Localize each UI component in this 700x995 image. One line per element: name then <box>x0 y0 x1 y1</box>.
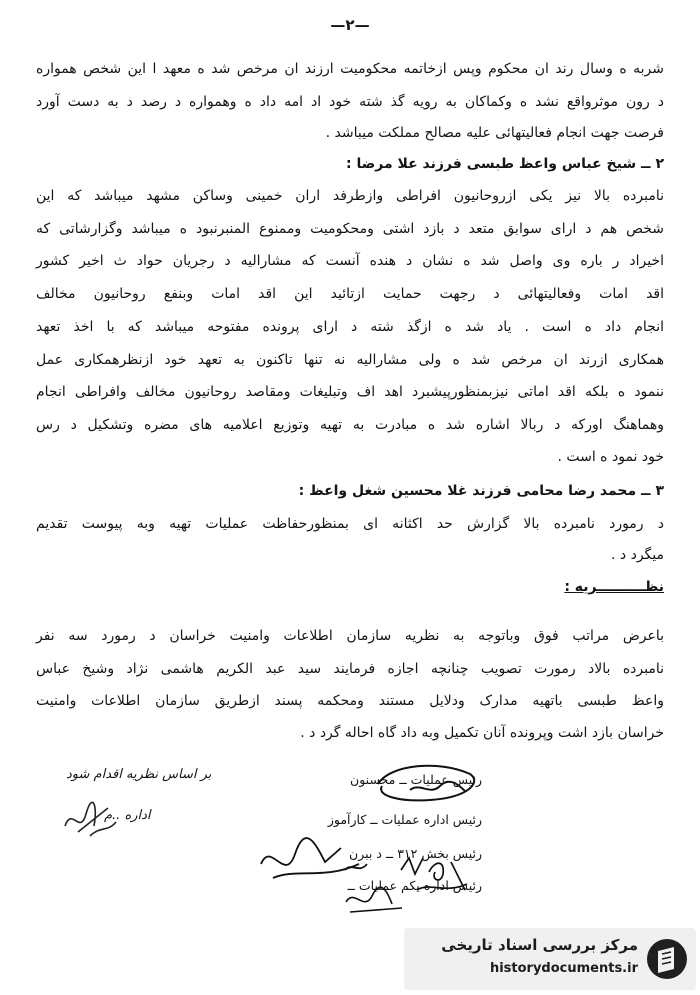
handwritten-note: بر اساس نظریه اقدام شود <box>66 767 212 782</box>
section2-line-7: ننمود ه بلکه اقد اماتی نیزبمنظورپیشبرد اهد اف وتبلیغات ومقاصد روحانیون مخالف وافراطی انجام <box>36 384 664 400</box>
section2-line-5: انجام داد ه است . یاد شد ه ازگذ شته د ارای پرونده مفتوحه میباشد که با اخذ تعهد <box>36 319 664 335</box>
signature-line-1: رئیس عملیات ــ محسنون <box>350 772 482 787</box>
opinion-line-3: واعظ طبسی باتهیه مدارک ودلایل مستند ومحکمه پسند ازطریق سازمان اطلاعات وامنیت <box>36 693 664 709</box>
opinion-heading: نظــــــــــریه : <box>564 579 664 595</box>
section3-heading: ۳ ــ محمد رضا محامی فرزند غلا محسین شغل واعظ : <box>298 483 664 499</box>
watermark-logo-icon <box>644 935 690 983</box>
opinion-line-1: باعرض مراتب فوق وباتوجه به نظریه سازمان اطلاعات وامنیت خراسان د رمورد سه نفر <box>36 628 664 644</box>
opinion-line-4: خراسان بازد اشت وپرونده آنان تکمیل وبه داد گاه احاله گرد د . <box>300 725 664 741</box>
signature-line-3: رئیس بخش ۳۱۲ ــ د ببرن <box>349 846 482 861</box>
watermark-title: مرکز بررسی اسناد تاریخی <box>441 936 638 954</box>
section2-line-4: اقد امات وفعالیتهائی د رجهت حمایت ازتائید این اقد امات وبنفع روحانیون مخالف <box>36 286 664 302</box>
section2-line-9: خود نمود ه است . <box>557 449 664 465</box>
section3-line-2: میگرد د . <box>611 547 664 563</box>
signature-line-4: رئیس اداره یکم عملیات ــ <box>347 878 482 893</box>
watermark-banner <box>404 928 696 990</box>
signature-line-2: رئیس اداره عملیات ــ کارآموز <box>327 812 482 827</box>
watermark-url: historydocuments.ir <box>489 961 638 976</box>
section2-line-8: وهماهنگ اورکه د ربالا اشاره شد ه مبادرت به تهیه وتوزیع اعلامیه های مضره وتشکیل د رس <box>36 417 664 433</box>
handwritten-note-2: اداره ..م <box>104 808 151 823</box>
section2-heading: ۲ ــ شیخ عباس واعظ طبسی فرزند علا مرضا : <box>345 156 664 172</box>
section1-line-1: شربه ه وسال رند ان محکوم وپس ازخاتمه محکومیت ارزند ان مرخص شد ه معهد ا این شخص همواره <box>36 61 664 77</box>
section2-line-1: نامبرده بالا نیز یکی ازروحانیون افراطی وازطرفد اران خمینی وساکن مشهد میباشد که این <box>36 188 664 204</box>
section2-line-2: شخص هم د ارای سوابق متعد د بازد اشتی ومحکومیت وممنوع المنبرنبود ه میباشد وگزارشاتی که <box>36 221 664 237</box>
section3-line-1: د رمورد نامبرده بالا گزارش حد اکثانه ای بمنظورحفاظت عملیات تهیه وبه پیوست تقدیم <box>36 516 664 532</box>
section2-line-3: اخیراد ر باره وی واصل شد ه نشان د هنده آنست که مشارالیه د رجریان حواد ث اخیر کشور <box>36 253 664 269</box>
page-number: —۲— <box>330 16 370 34</box>
section1-line-3: فرصت جهت انجام فعالیتهائی علیه مصالح مملکت میباشد . <box>325 125 664 141</box>
section2-line-6: همکاری ازرند ان مرخص شد ه ولی مشارالیه نه تنها تاکنون به تعهد خود ازنظرهمکاری عمل <box>36 352 664 368</box>
section1-line-2: د رون موثرواقع نشد ه وکماکان به رویه گذ شته خود اد امه داد ه وهمواره د رصد د به دست آورد <box>36 94 664 110</box>
opinion-line-2: نامبرده بالاد رمورت تصویب چنانچه اجازه فرمایند سید عبد الکریم هاشمی نژاد وشیخ عباس <box>36 661 664 677</box>
